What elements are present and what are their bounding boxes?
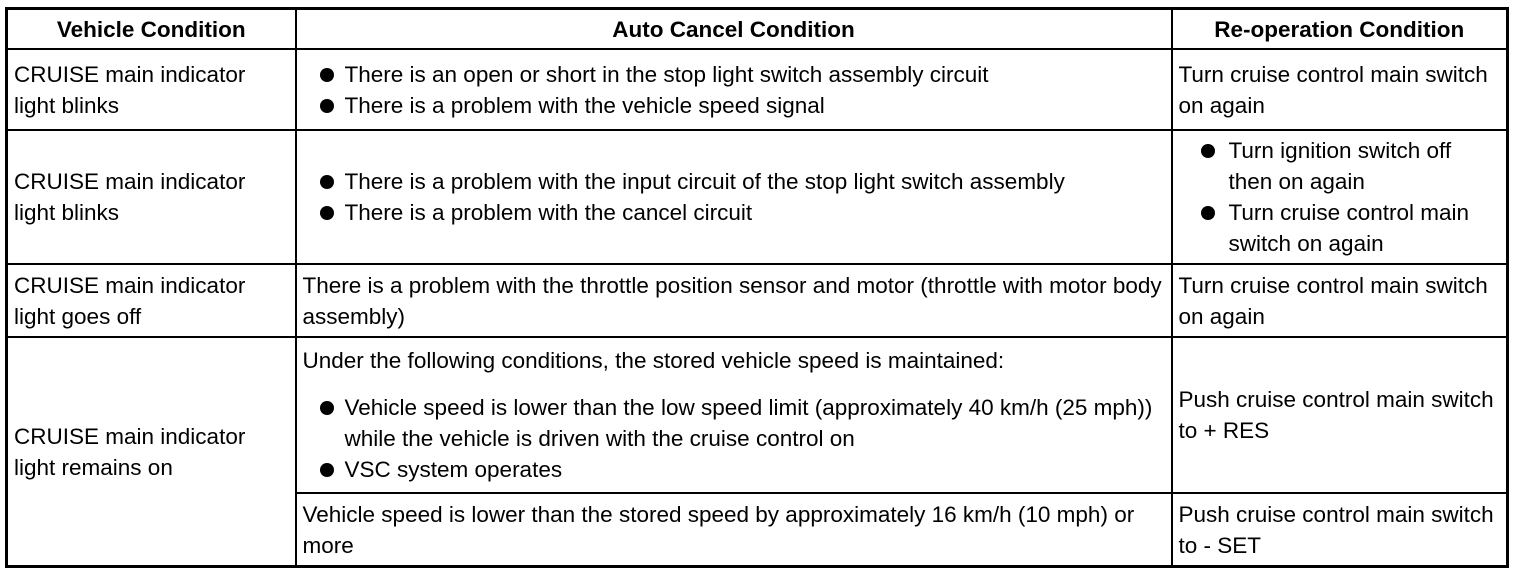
reoperation-cell: Push cruise control main switch to + RES [1172,337,1508,493]
bullet-icon [320,401,334,415]
list-item-text: There is a problem with the input circuit of the stop light switch assembly [344,169,1065,194]
bullet-icon [320,68,334,82]
bullet-icon [1201,206,1215,220]
list-item-text: Vehicle speed is lower than the low speed limit (approximately 40 km/h (25 mph)) while the vehicle is driven with the cruise control on [344,395,1153,451]
vehicle-condition-cell: CRUISE main indicator light remains on [7,337,296,567]
header-vehicle-condition: Vehicle Condition [7,9,296,50]
list-item [303,59,1165,90]
list-item-text: Turn cruise control main switch on again [1228,200,1470,256]
cruise-cancel-table [5,7,1509,568]
vehicle-condition-cell: CRUISE main indicator light blinks [7,130,296,264]
reoperation-cell: Turn cruise control main switch on again [1172,49,1508,130]
header-reoperation-condition: Re-operation Condition [1172,9,1508,50]
list-item [303,197,1165,228]
list-item [303,166,1165,197]
list-item [1179,197,1501,259]
bullet-icon [1201,144,1215,158]
bullet-icon [320,175,334,189]
reoperation-cell: Push cruise control main switch to - SET [1172,493,1508,567]
cancel-condition-list [303,59,1165,121]
reoperation-cell [1172,130,1508,264]
list-item-text: There is an open or short in the stop light switch assembly circuit [344,61,989,87]
bullet-icon [320,463,334,477]
list-item-text: There is a problem with the cancel circuit [344,200,753,225]
cancel-condition-list [303,392,1165,485]
list-item [303,90,1165,121]
vehicle-condition-cell: CRUISE main indicator light blinks [7,49,296,130]
list-item [303,392,1165,454]
list-item-text: VSC system operates [344,457,563,482]
auto-cancel-cell [296,130,1172,264]
table-row [7,264,1508,337]
table-row [7,49,1508,130]
bullet-icon [320,206,334,220]
auto-cancel-cell [296,49,1172,130]
auto-cancel-cell: Vehicle speed is lower than the stored speed by approximately 16 km/h (10 mph) or more [296,493,1172,567]
list-item [303,454,1165,485]
reoperation-list [1179,135,1501,259]
reoperation-cell: Turn cruise control main switch on again [1172,264,1508,337]
bullet-icon [320,99,334,113]
table-row [7,130,1508,264]
cancel-intro-text: Under the following conditions, the stored vehicle speed is maintained: [302,348,1005,373]
list-item [1179,135,1501,197]
cancel-condition-list [303,166,1165,228]
vehicle-condition-cell: CRUISE main indicator light goes off [7,264,296,337]
list-item-text: There is a problem with the vehicle speed signal [344,92,825,118]
header-auto-cancel-condition: Auto Cancel Condition [296,9,1172,50]
auto-cancel-cell [296,337,1172,493]
list-item-text: Turn ignition switch off then on again [1228,138,1452,194]
table-row [7,337,1508,493]
table-header-row [7,9,1508,50]
auto-cancel-cell: There is a problem with the throttle position sensor and motor (throttle with motor body assembly) [296,264,1172,337]
